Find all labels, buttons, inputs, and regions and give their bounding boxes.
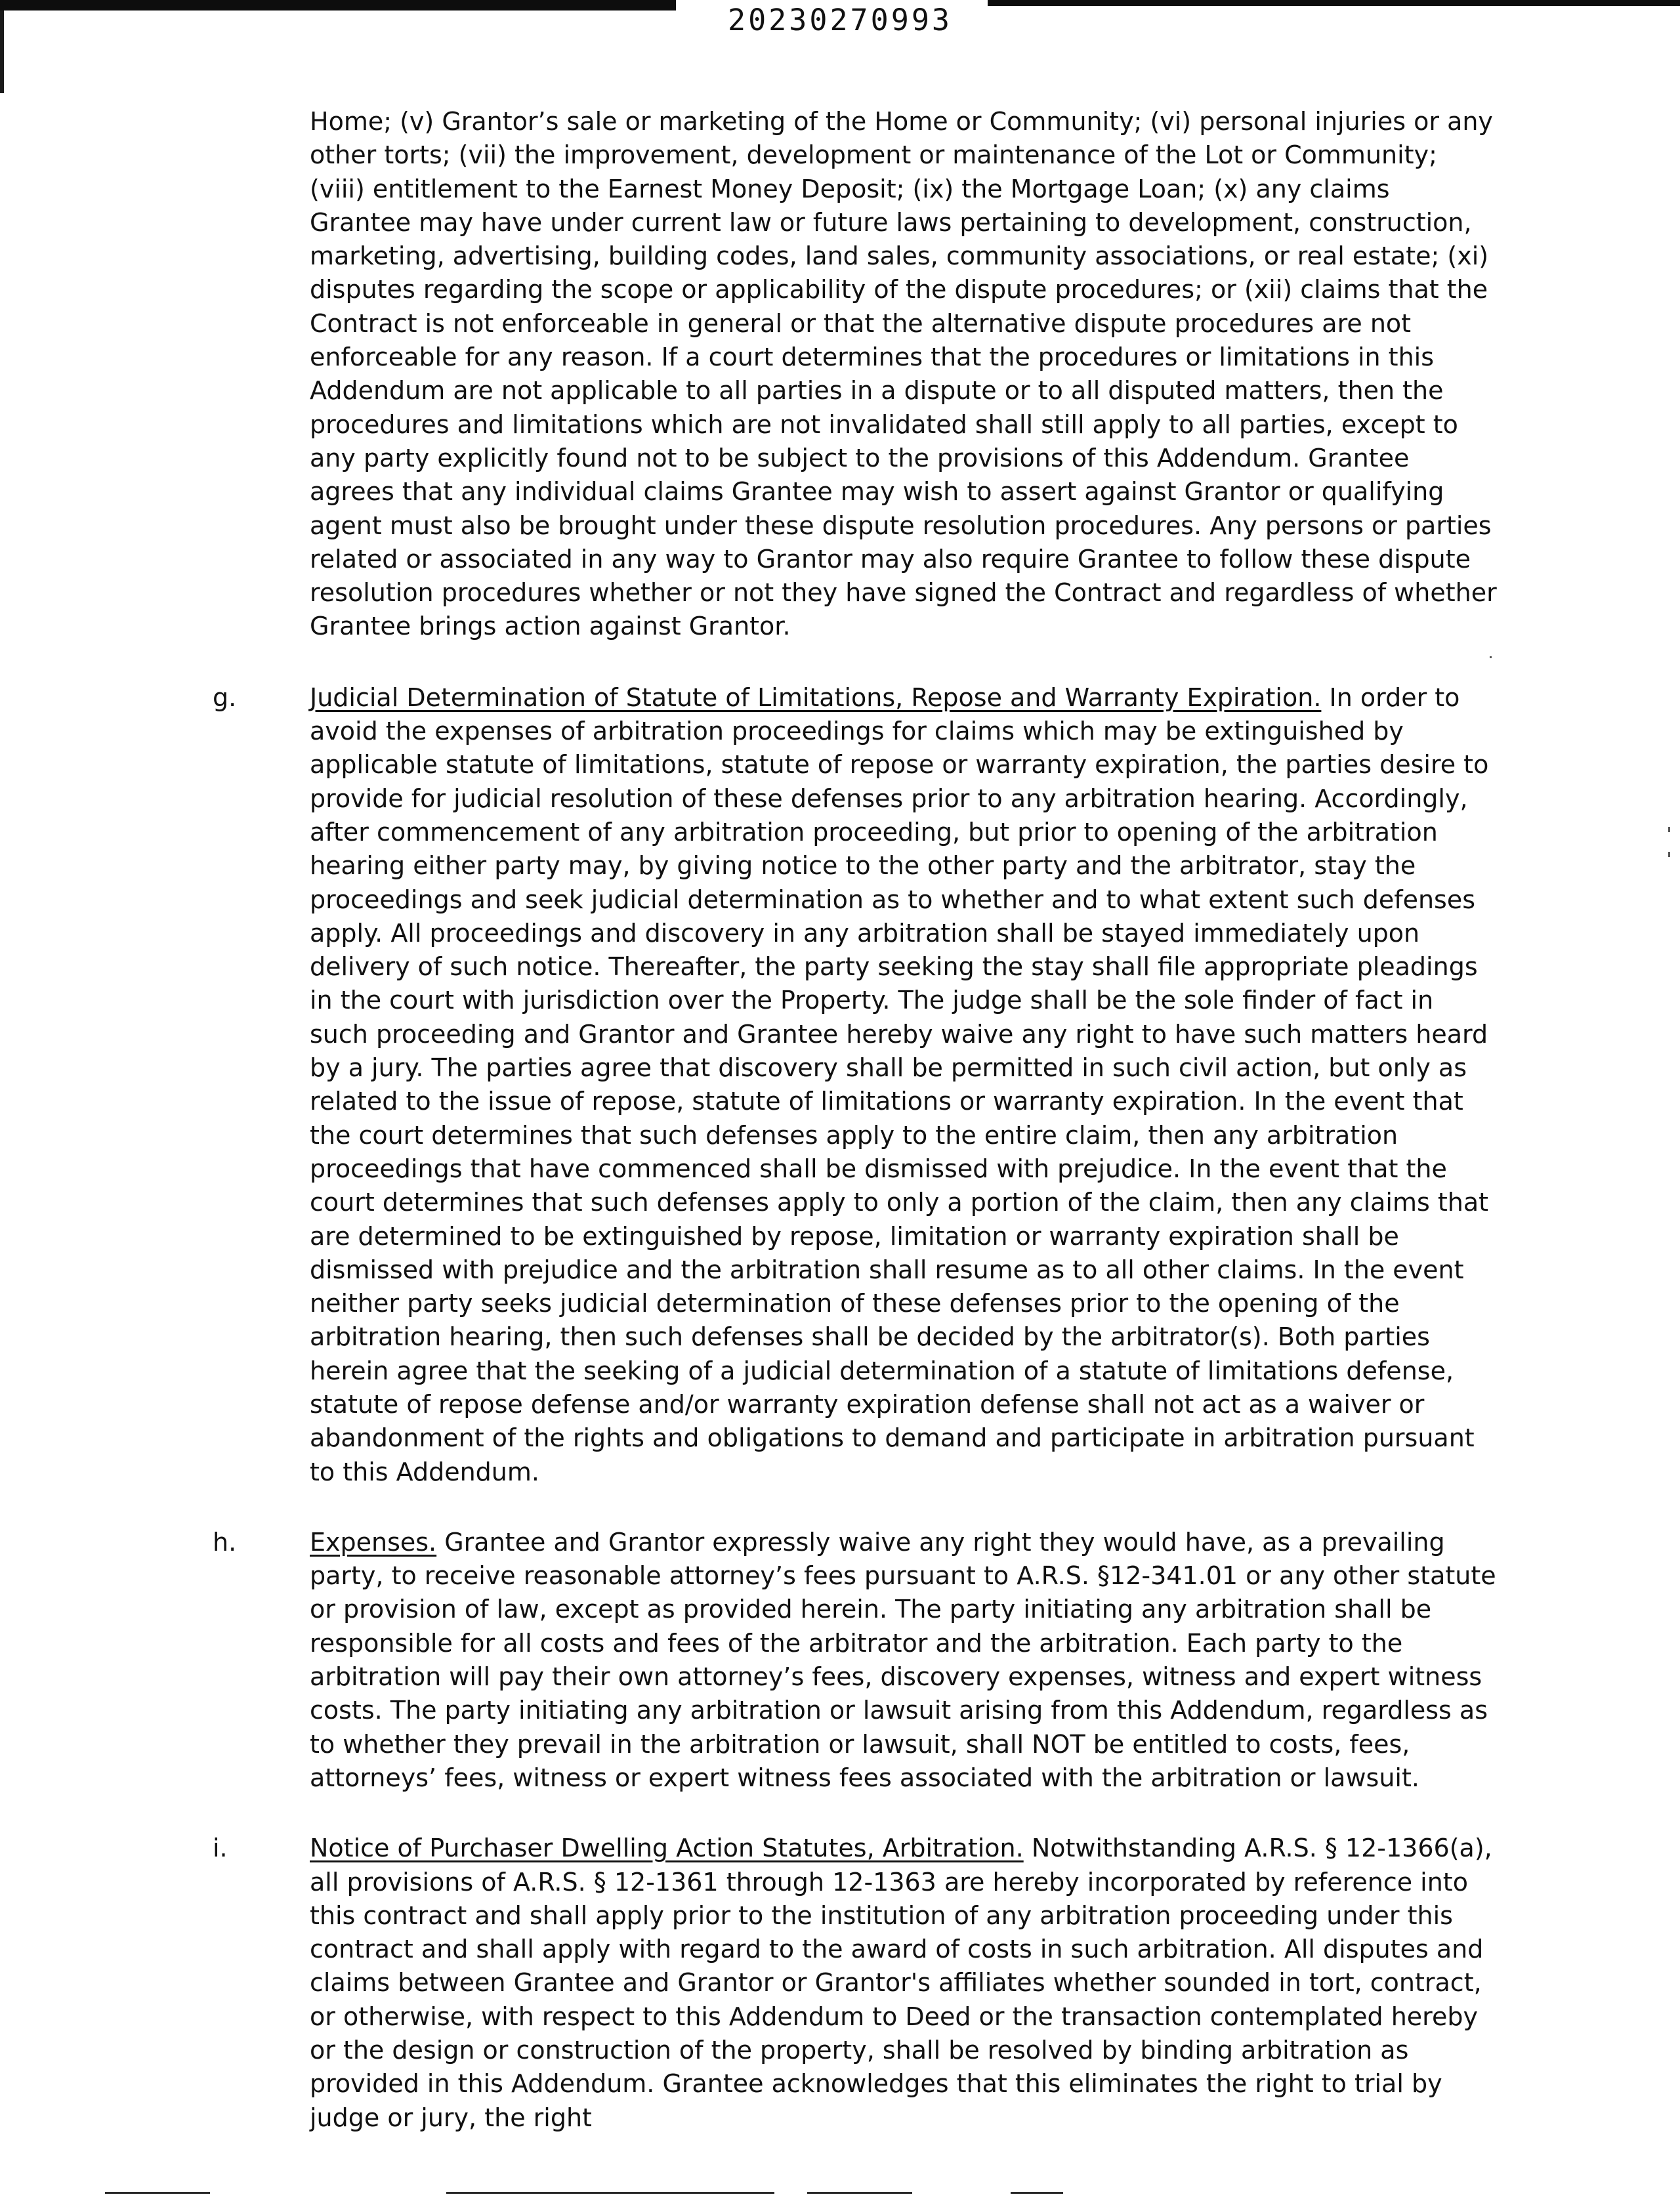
section-i-letter: i. bbox=[213, 1834, 228, 1863]
section-i-body: Notwithstanding A.R.S. § 12-1366(a), all provisions of A.R.S. § 12-1361 through 12-1363 are hereby incorporated by reference into this contract and shall apply prior to the institution of any arbitration proceeding under this contract and shall apply with regard to the award of costs in such arbitration. All disputes and claims between Grantee and Grantor or Grantor's affiliates whether sounded in tort, contract, or otherwise, with respect to this Addendum to Deed or the transaction contemplated hereby or the design or construction of the property, shall be resolved by binding arbitration as provided in this Addendum. Grantee acknowledges that this eliminates the right to trial by judge or jury, the right bbox=[310, 1834, 1492, 2132]
scan-bottom-artifact bbox=[807, 2192, 912, 2194]
section-g-letter: g. bbox=[213, 682, 237, 712]
section-g bbox=[213, 681, 1498, 1489]
scan-speck bbox=[1668, 852, 1670, 857]
scan-speck bbox=[1490, 656, 1492, 658]
section-h-letter: h. bbox=[213, 1527, 237, 1557]
document-body bbox=[0, 105, 1680, 2135]
section-h-heading: Expenses. bbox=[310, 1527, 437, 1557]
scan-bottom-artifact bbox=[1011, 2192, 1063, 2194]
section-i bbox=[213, 1832, 1498, 2135]
scan-bottom-artifact bbox=[105, 2192, 210, 2194]
scan-speck bbox=[1668, 827, 1670, 832]
recording-number: 20230270993 bbox=[727, 3, 952, 37]
section-g-body: In order to avoid the expenses of arbitration proceedings for claims which may be extinguished by applicable statute of limitations, statute of repose or warranty expiration, the parties desire to provide for judicial resolution of these defenses prior to any arbitration hearing. Accordingly, after commencement of any arbitration proceeding, but prior to opening of the arbitration hearing either party may, by giving notice to the other party and the arbitrator, stay the proceedings and seek judicial determination as to whether and to what extent such defenses apply. All proceedings and discovery in any arbitration shall be stayed immediately upon delivery of such notice. Thereafter, the party seeking the stay shall file appropriate pleadings in the court with jurisdiction over the Property. The judge shall be the sole finder of fact in such proceeding and Grantor and Grantee hereby waive any right to have such matters heard by a jury. The parties agree that discovery shall be permitted in such civil action, but only as related to the issue of repose, statute of limitations or warranty expiration. In the event that the court determines that such defenses apply to the entire claim, then any arbitration proceedings that have commenced shall be dismissed with prejudice. In the event that the court determines that such defenses apply to only a portion of the claim, then any claims that are determined to be extinguished by repose, limitation or warranty expiration shall be dismissed with prejudice and the arbitration shall resume as to all other claims. In the event neither party seeks judicial determination of these defenses prior to the opening of the arbitration hearing, then such defenses shall be decided by the arbitrator(s). Both parties herein agree that the seeking of a judicial determination of a statute of limitations defense, statute of repose defense and/or warranty expiration defense shall not act as a waiver or abandonment of the rights and obligations to demand and participate in arbitration pursuant to this Addendum. bbox=[310, 682, 1489, 1486]
section-i-heading: Notice of Purchaser Dwelling Action Statutes, Arbitration. bbox=[310, 1834, 1024, 1863]
scan-bottom-artifact bbox=[446, 2192, 774, 2194]
section-g-heading: Judicial Determination of Statute of Limitations, Repose and Warranty Expiration. bbox=[310, 682, 1322, 712]
section-h bbox=[213, 1526, 1498, 1795]
section-h-body: Grantee and Grantor expressly waive any right they would have, as a prevailing party, to receive reasonable attorney’s fees pursuant to A.R.S. §12-341.01 or any other statute or provision of law, except as provided herein. The party initiating any arbitration shall be responsible for all costs and fees of the arbitrator and the arbitration. Each party to the arbitration will pay their own attorney’s fees, discovery expenses, witness and expert witness costs. The party initiating any arbitration or lawsuit arising from this Addendum, regardless as to whether they prevail in the arbitration or lawsuit, shall NOT be entitled to costs, fees, attorneys’ fees, witness or expert witness fees associated with the arbitration or lawsuit. bbox=[310, 1527, 1496, 1792]
continued-paragraph: Home; (v) Grantor’s sale or marketing of the Home or Community; (vi) personal injuries or any other torts; (vii) the improvement, development or maintenance of the Lot or Community; (viii) entitlement to the Earnest Money Deposit; (ix) the Mortgage Loan; (x) any claims Grantee may have under current law or future laws pertaining to development, construction, marketing, advertising, building codes, land sales, community associations, or real estate; (xi) disputes regarding the scope or applicability of the dispute procedures; or (xii) claims that the Contract is not enforceable in general or that the alternative dispute procedures are not enforceable for any reason. If a court determines that the procedures or limitations in this Addendum are not applicable to all parties in a dispute or to all disputed matters, then the procedures and limitations which are not invalidated shall still apply to all parties, except to any party explicitly found not to be subject to the provisions of this Addendum. Grantee agrees that any individual claims Grantee may wish to assert against Grantor or qualifying agent must also be brought under these dispute resolution procedures. Any persons or parties related or associated in any way to Grantor may also require Grantee to follow these dispute resolution procedures whether or not they have signed the Contract and regardless of whether Grantee brings action against Grantor. bbox=[310, 107, 1497, 641]
